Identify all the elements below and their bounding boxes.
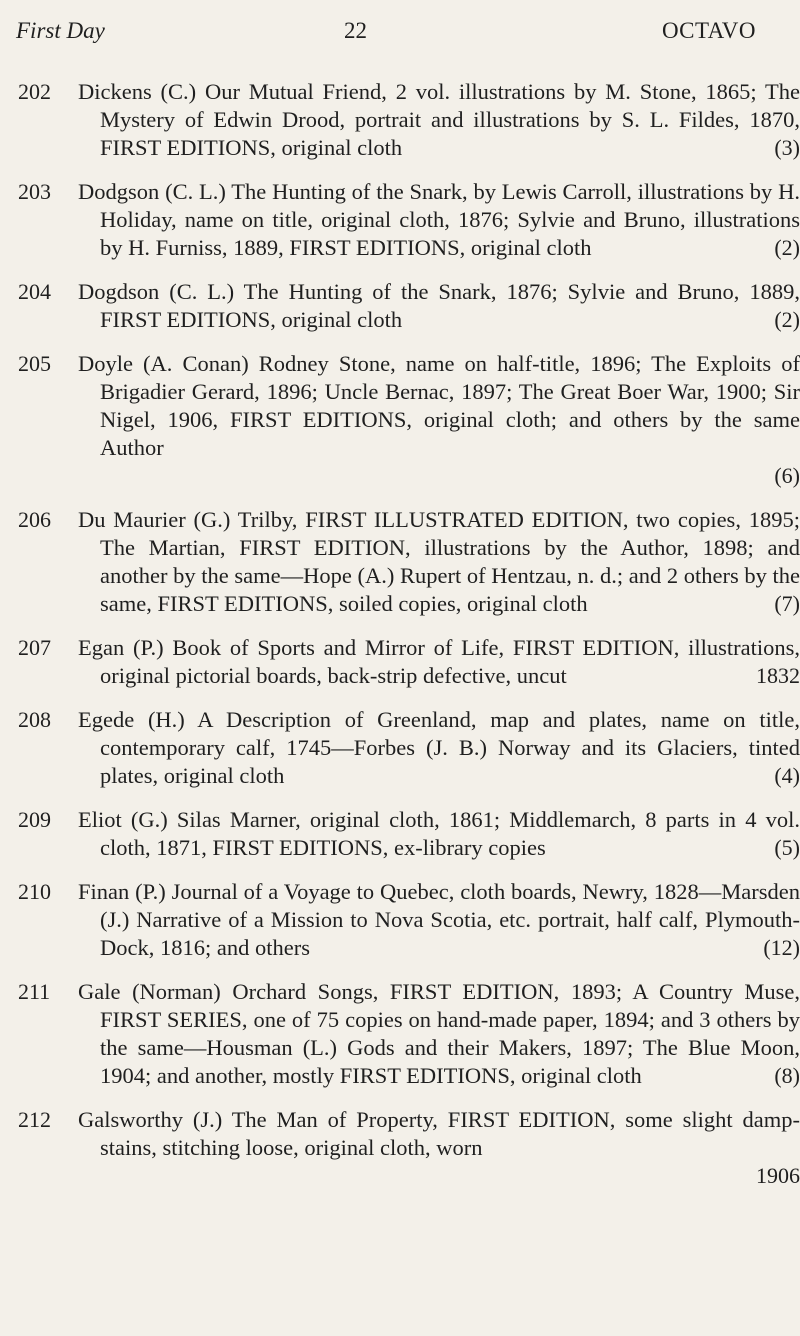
lot-year: 1906 — [756, 1163, 800, 1188]
lot-count: (4) — [774, 763, 800, 788]
lot-number: 207 — [18, 635, 51, 660]
lot-entry — [0, 178, 800, 262]
lot-description: Dogdson (C. L.) The Hunting of the Snark, 1876; Sylvie and Bruno, 1889, FIRST EDITIONS, original cloth — [78, 279, 800, 332]
header-format-label: OCTAVO — [662, 18, 757, 43]
lot-number: 204 — [18, 279, 51, 304]
lot-number: 212 — [18, 1107, 51, 1132]
lot-number: 203 — [18, 179, 51, 204]
lot-count: (6) — [774, 463, 800, 488]
lot-entry — [0, 1106, 800, 1190]
lot-count: (8) — [774, 1063, 800, 1088]
lot-count: (2) — [774, 235, 800, 260]
lot-number: 211 — [18, 979, 51, 1004]
lot-entry — [0, 978, 800, 1090]
lot-entry — [0, 78, 800, 162]
lot-description: Galsworthy (J.) The Man of Property, FIRST EDITION, some slight damp-stains, stitching loose, original cloth, worn — [78, 1107, 800, 1160]
lot-number: 206 — [18, 507, 51, 532]
header-day-label: First Day — [16, 18, 105, 43]
lot-number: 202 — [18, 79, 51, 104]
lot-description: Doyle (A. Conan) Rodney Stone, name on half-title, 1896; The Exploits of Brigadier Gerard, 1896; Uncle Bernac, 1897; The Great Boer War, 1900; Sir Nigel, 1906, FIRST EDITIONS, original cloth; and others by the same Author — [78, 351, 800, 460]
lot-number: 205 — [18, 351, 51, 376]
lot-description: Dickens (C.) Our Mutual Friend, 2 vol. illustrations by M. Stone, 1865; The Mystery of Edwin Drood, portrait and illustrations by S. L. Fildes, 1870, FIRST EDITIONS, original cloth — [78, 79, 800, 160]
page-number: 22 — [344, 18, 367, 43]
lot-count: (5) — [774, 835, 800, 860]
lot-description: Egan (P.) Book of Sports and Mirror of Life, FIRST EDITION, illustrations, original pictorial boards, back-strip defective, uncut — [78, 635, 800, 688]
lot-entry — [0, 634, 800, 690]
lot-description: Finan (P.) Journal of a Voyage to Quebec, cloth boards, Newry, 1828—Marsden (J.) Narrative of a Mission to Nova Scotia, etc. portrait, half calf, Plymouth-Dock, 1816; and others — [78, 879, 800, 960]
lot-list — [0, 78, 800, 1206]
lot-description: Du Maurier (G.) Trilby, FIRST ILLUSTRATED EDITION, two copies, 1895; The Martian, FIRST EDITION, illustrations by the Author, 1898; and another by the same—Hope (A.) Rupert of Hentzau, n. d.; and 2 others by the same, FIRST EDITIONS, soiled copies, original cloth — [78, 507, 800, 616]
lot-entry — [0, 706, 800, 790]
lot-year: 1832 — [756, 663, 800, 688]
lot-entry — [0, 278, 800, 334]
lot-number: 208 — [18, 707, 51, 732]
lot-description: Eliot (G.) Silas Marner, original cloth, 1861; Middlemarch, 8 parts in 4 vol. cloth, 1871, FIRST EDITIONS, ex-library copies — [78, 807, 800, 860]
lot-count: (7) — [774, 591, 800, 616]
lot-number: 210 — [18, 879, 51, 904]
lot-count: (3) — [774, 135, 800, 160]
lot-description: Gale (Norman) Orchard Songs, FIRST EDITION, 1893; A Country Muse, FIRST SERIES, one of 75 copies on hand-made paper, 1894; and 3 others by the same—Housman (L.) Gods and their Makers, 1897; The Blue Moon, 1904; and another, mostly FIRST EDITIONS, original cloth — [78, 979, 800, 1088]
lot-entry — [0, 350, 800, 490]
lot-entry — [0, 878, 800, 962]
lot-count: (2) — [774, 307, 800, 332]
lot-count: (12) — [763, 935, 800, 960]
lot-entry — [0, 806, 800, 862]
lot-description: Dodgson (C. L.) The Hunting of the Snark, by Lewis Carroll, illustrations by H. Holiday, name on title, original cloth, 1876; Sylvie and Bruno, illustrations by H. Furniss, 1889, FIRST EDITIONS, original cloth — [78, 179, 800, 260]
running-head — [0, 12, 800, 52]
lot-entry — [0, 506, 800, 618]
lot-number: 209 — [18, 807, 51, 832]
lot-description: Egede (H.) A Description of Greenland, map and plates, name on title, contemporary calf, 1745—Forbes (J. B.) Norway and its Glaciers, tinted plates, original cloth — [78, 707, 800, 788]
